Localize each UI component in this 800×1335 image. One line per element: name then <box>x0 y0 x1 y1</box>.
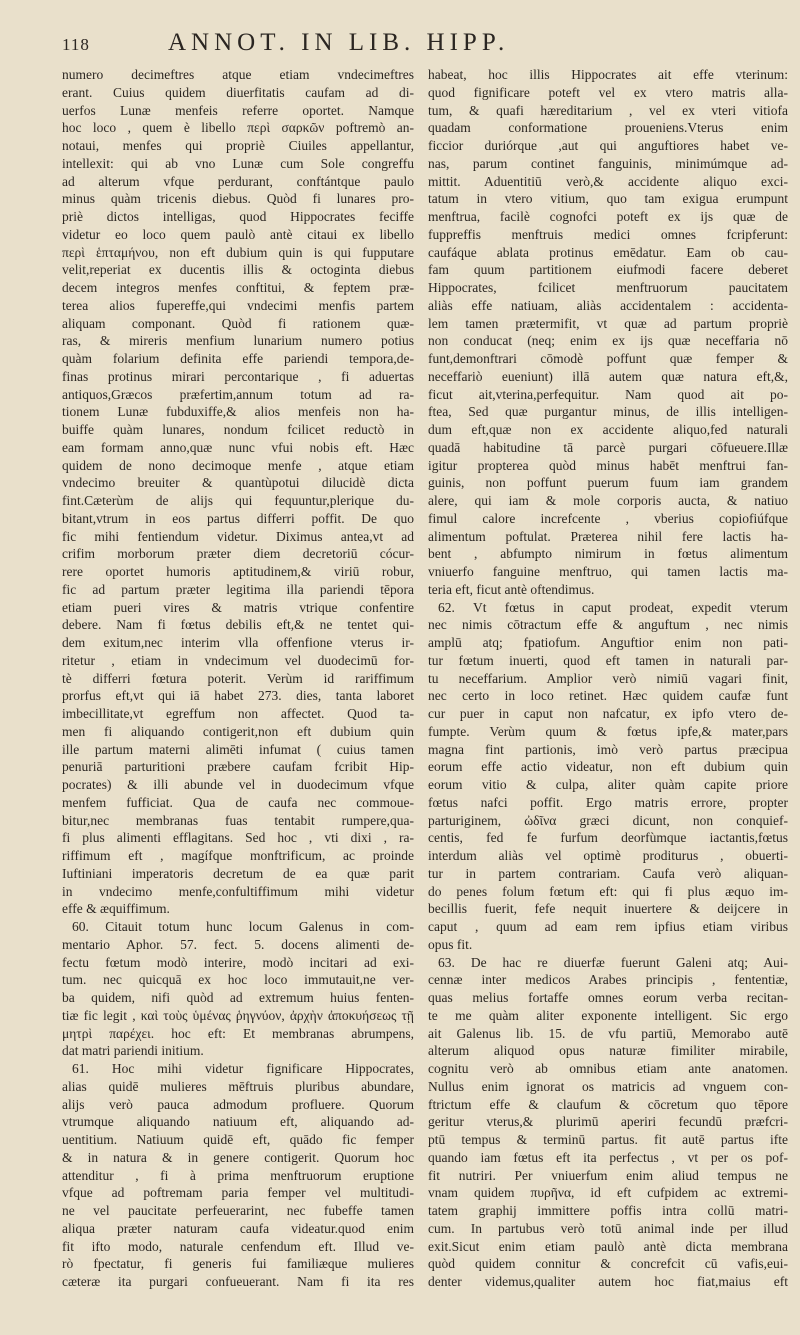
text-line: habeat, hoc illis Hippocrates ait effe vterinum: <box>428 67 788 82</box>
text-line: velit,reperiat ex ducentis illis & octoginta diebus <box>62 262 414 278</box>
text-line: & in natura & in genere contigerit. Quorum hoc <box>62 1149 414 1165</box>
text-line: vnam quidem πυρῆνα, id eft cufpidem ac extremi- <box>428 1185 788 1201</box>
text-line: quàm folarium definita effe pariendi tempora,de- <box>62 351 414 366</box>
text-line: fectu fœtum modò interire, modò incitari ad exi- <box>62 954 414 970</box>
text-line: men fi aliquando contigerit,non eft dubium quin <box>62 723 414 739</box>
text-line: effe & æquiffimum. <box>62 901 170 917</box>
text-line: te me quàm aliter exponente intelligent. Sic ergo <box>428 1007 788 1023</box>
text-line: alimentum poftulat. Præterea nihil fere lactis ha- <box>428 528 788 544</box>
text-line: μητρὶ παρέχει. hoc eft: Et membranas abrumpens, <box>62 1025 414 1041</box>
text-line: funt,demonftrari cōmodè poffunt quæ femper & <box>428 351 788 366</box>
text-line: fimul calore increfcente , vberius copiofiúfque <box>428 510 788 526</box>
text-line: cum. In partubus verò totū animal inde per illud <box>428 1220 788 1236</box>
text-line: quadam conformatione proueniens.Vterus enim <box>428 120 788 136</box>
text-line: numero decimeftres atque etiam vndecimeftres <box>62 67 414 82</box>
text-line: ait Galenus lib. 15. de vfu partiū, Memorabo autē <box>428 1025 788 1041</box>
text-line: exit.Sicut enim etiam paulò antè dicta membrana <box>428 1238 788 1254</box>
text-line: alijs verò pauca admodum profluere. Quorum <box>62 1096 414 1112</box>
text-line: tu neceffarium. Amplior verò nimiū vagari finit, <box>428 670 788 686</box>
text-line: quidem de nono decimoque menfe , atque etiam <box>62 457 414 473</box>
text-line: centis, fed fe furfum deorfùmque iactantis,fœtus <box>428 830 788 846</box>
text-line: denter videmus,qualiter autem hoc fiat,maius eft <box>428 1274 788 1289</box>
text-line: geritur vterus,& plurimū aperiri fecundū præfcri- <box>428 1114 788 1130</box>
text-line: hoc loco , quem è libello περὶ σαρκῶν poftremò an- <box>62 120 414 136</box>
text-line: nec certo in loco retinet. Hæc quidem caufæ funt <box>428 688 788 704</box>
text-line: aliàs effe natiuam, aliàs accidentalem : accidenta- <box>428 297 788 313</box>
text-line: fic mihi fentiendum videtur. Diximus antea,vt ad <box>62 528 414 544</box>
text-line: tatem graphij immittere poffis intra collū matri- <box>428 1203 788 1218</box>
text-line: becillis fuerit, fefe nequit inuertere & deijcere in <box>428 901 788 917</box>
text-line: notaui, menfes qui propriè Ciuiles appellantur, <box>62 138 414 153</box>
text-line: nec nimis cōtractum effe & anguftum , nec nimis <box>428 617 788 633</box>
text-line: vfque ad poftremam paria femper vel multitudi- <box>62 1185 414 1201</box>
text-line: ftrictum effe & claufum & cōcretum quo tēpore <box>428 1096 788 1112</box>
text-line: in vndecimo menfe,confultiffimum mihi videtur <box>62 883 414 899</box>
text-line: attenditur , fi à prima menftruorum eruptione <box>62 1167 414 1183</box>
text-line: vndecimo breuiter & quantùpotui dilucidè dicta <box>62 475 414 491</box>
text-line: non conducat (neq; enim ex ijs quæ neceffaria nō <box>428 333 788 349</box>
text-line: Nullus enim ignorat os matricis ad vnguem con- <box>428 1078 788 1094</box>
text-line: tur in partem contrariam. Caufa verò aliquan- <box>428 865 788 881</box>
text-line: penuriā parturitioni præbere caufam fcribit Hip- <box>62 759 414 775</box>
text-line: fint.Cæterùm de alijs qui fequuntur,plerique du- <box>62 493 414 508</box>
text-line: quod fignificare poteft vel ex vtero matris alla- <box>428 84 788 100</box>
text-line: ptū tempus & terminū partus. fit autē partus ifte <box>428 1132 788 1147</box>
text-line: ficcior duriórque ,aut qui anguftiores habet ve- <box>428 138 788 153</box>
text-line: alias quidē mulieres mēftruis pluribus abundare, <box>62 1078 414 1094</box>
text-line: rò fpectatur, fi generis fui familiæque mulieres <box>62 1256 414 1272</box>
text-line: parturiginem, ὠδῖνα græci dicunt, non conquief- <box>428 812 788 828</box>
text-line: cur puer in caput non nafcatur, ex ipfo vtero de- <box>428 706 788 721</box>
text-line: 61. Hoc mihi videtur fignificare Hippocrates, <box>72 1061 414 1076</box>
page-number: 118 <box>62 35 90 54</box>
text-line: aliqua præter naturam caufa videatur.quod enim <box>62 1220 414 1236</box>
text-line: fam quum partitionem eiufmodi facere deberet <box>428 262 788 278</box>
text-line: bitant,vtrum in eos partus differri poffit. De quo <box>62 510 414 526</box>
text-line: opus fit. <box>428 936 473 952</box>
text-line: aliquam componant. Quòd fi rationem quæ- <box>62 315 414 331</box>
text-line: Iuftiniani imperatoris decretum de ea quæ parit <box>62 865 414 881</box>
text-line: terea alios fupereffe,qui vndecimi menfis partem <box>62 297 414 313</box>
text-line: videtur eo loco quem paulò antè citaui ex libello <box>62 226 414 242</box>
text-line: tè differri fœtura poterit. Verùm id rariffimum <box>62 670 414 686</box>
text-line: alterum aliquod opus naturæ fimiliter mirabile, <box>428 1043 788 1059</box>
right-column <box>428 66 788 1291</box>
text-line: tionem Lunæ fubduxiffe,& alios menfeis non ha- <box>62 404 414 420</box>
text-line: uerfos Lunæ menfeis referre oportet. Namque <box>62 102 414 118</box>
text-line: Hippocrates, fcilicet menftruorum paucitatem <box>428 280 788 295</box>
text-line: uentitium. Natiuum quidē eft, quādo fic femper <box>62 1132 414 1147</box>
text-line: fumpte. Verùm quum & fœtus ipfe,& mater,pars <box>428 723 788 739</box>
text-line: ad alterum vfque perdurant, conftántque paulo <box>62 173 414 189</box>
running-title: ANNOT. IN LIB. HIPP. <box>168 29 510 56</box>
text-line: teria eft, ficut antè oftendimus. <box>428 581 595 597</box>
text-line: pocrates) & illi abunde vel in duodecimum vfque <box>62 777 414 792</box>
text-line: etiam pueri vires & matris vtrique confentire <box>62 599 414 615</box>
text-line: vtrumque aliquando natiuum eft, aliquando ad- <box>62 1114 414 1130</box>
text-line: 63. De hac re diuerfæ fuerunt Galeni atq; Aui- <box>438 954 788 970</box>
text-line: fit ifto modo, naturale cenfendum eft. Illud ve- <box>62 1238 414 1254</box>
text-line: imbecillitate,vt egreffum non affectet. Quod ta- <box>62 706 414 721</box>
text-line: interdum aliàs vel optimè proditurus , obuerti- <box>428 848 788 863</box>
text-line: mittit. Aduentitiū verò,& accidente aliquo exci- <box>428 173 788 189</box>
text-line: magna fint partionis, imò verò partus præcipua <box>428 741 788 757</box>
text-line: ne vel paucitate perfeuerarint, nec fubeffe tamen <box>62 1203 414 1218</box>
text-line: fit nutriri. Per vniuerfum enim aliud tempus ne <box>428 1167 788 1183</box>
text-line: menftrua, facilè cognofci poteft ex ijs quæ de <box>428 209 788 224</box>
text-line: ftea, Sed quæ purgantur minus, de illis intelligen- <box>428 404 788 420</box>
text-line: caufáque ablata protinus emēdatur. Eam ob cau- <box>428 244 788 260</box>
text-line: nas, parum continet fanguinis, minimúmque ad- <box>428 155 788 171</box>
text-line: ritetur , etiam in vndecimum vel duodecimū for- <box>62 652 414 668</box>
text-line: fi plus alimenti efflagitans. Sed hoc , vti dixi , ra- <box>62 830 414 846</box>
text-line: igitur propterea quòd minus habēt menftrui fan- <box>428 457 788 473</box>
text-line: caput , quum ad eam rem ipfius etiam viribus <box>428 919 788 934</box>
text-line: quas melius fortaffe omnes eorum verba recitan- <box>428 990 788 1005</box>
text-line: antiquos,Græcos præfertim,annum totum ad ra- <box>62 386 414 402</box>
text-line: do penes folum fœtum eft: qui fi plus æquo im- <box>428 883 788 899</box>
text-line: erant. Cuius quidem diuerfitatis caufam ad di- <box>62 84 414 100</box>
text-line: cognitu verò ab omnibus etiam ante anatomen. <box>428 1061 788 1076</box>
text-line: dum eft,quæ non ex accidente aliquo,fed naturali <box>428 422 788 437</box>
text-line: ficut ait,vterina,perfequitur. Nam quod ait po- <box>428 386 788 402</box>
text-line: tur fœtum inuerti, quod eft tamen in naturali par- <box>428 652 788 668</box>
text-line: quadā habitudine tā parcè purgari cōfueuere.Illæ <box>428 439 788 455</box>
text-line: ba quidem, nifi quòd ad extremum huius fenten- <box>62 990 414 1005</box>
text-line: crifim morborum præter diem decretoriū cócur- <box>62 546 414 562</box>
text-line: intellexit: qui ab vno Lunæ cum Sole congreffu <box>62 155 414 171</box>
text-line: minus quàm tricenis diebus. Quòd fi lunares pro- <box>62 191 414 207</box>
text-line: menfem fufficiat. Qua de caufa nec commoue- <box>62 794 414 810</box>
text-line: debere. Nam fi fœtus debilis eft,& ne tentet qui- <box>62 617 414 633</box>
text-line: dem exitum,nec interim vlla offenfione vterus ir- <box>62 635 414 650</box>
text-line: mentario Aphor. 57. fect. 5. docens alimenti de- <box>62 936 414 952</box>
text-line: ras, & mireris menfium lunarium numero potius <box>62 333 414 349</box>
text-line: finas protinus mirari percontarique , fi aduertas <box>62 368 414 384</box>
text-line: περὶ ἑπταμήνου, non eft dubium quin is qui fupputare <box>62 244 414 260</box>
text-line: decem integros menfes conftitui, & feptem præ- <box>62 280 414 295</box>
text-line: eorum effe actio videatur, non eft dubium quin <box>428 759 788 775</box>
text-line: quòd quidem connitur & concrefcit cū vafis,eui- <box>428 1256 788 1272</box>
text-line: lem tamen prætermifit, vt quæ ad partum propriè <box>428 315 788 331</box>
text-line: 62. Vt fœtus in caput prodeat, expedit vterum <box>438 599 788 615</box>
text-line: rere oportet humoris aptitudinem,& viriū robur, <box>62 564 414 579</box>
text-line: buiffe quàm lunares, nondum fcilicet reductò in <box>62 422 414 437</box>
text-line: tum, & quafi hæreditarium , vel ex vteri vitiofa <box>428 102 788 118</box>
text-line: neceffariò eueniunt) illā autem quæ natura eft,&, <box>428 368 788 384</box>
text-line: riffimum eft , magífque monftrificum, ac proinde <box>62 848 414 863</box>
text-line: amplū atq; fpatiofum. Anguftior enim non pati- <box>428 635 788 650</box>
text-line: bent , abfumpto nimirum in fœtus alimentum <box>428 546 788 562</box>
text-line: tiæ fic legit , καὶ τοὺς ὑμένας ῥηγνύον, ἀρχὴν ἀποκυήσεως τῇ <box>62 1007 414 1023</box>
text-line: cennæ inter medicos Arabes principis , fententiæ, <box>428 972 788 988</box>
text-line: quando iam fœtus eft ita perfectus , vt per os pof- <box>428 1149 788 1165</box>
text-line: ille partum materni alimēti infumat ( cuius tamen <box>62 741 414 757</box>
text-line: eam formam anno,quæ nunc vfui nobis eft. Hæc <box>62 439 414 455</box>
text-line: priè dictos intelligas, quod Hippocrates feciffe <box>62 209 414 224</box>
text-line: tum. nec quicquā ex hoc loco immutauit,ne ver- <box>62 972 414 988</box>
text-line: prorfus eft,vt qui iā habet 273. dies, tanta laboret <box>62 688 414 704</box>
text-line: guinis, non poffunt puerum fuum iam grandem <box>428 475 788 491</box>
text-line: vniuerfo fanguine menftruo, qui tamen lactis ma- <box>428 564 788 579</box>
text-line: eorum vitio & culpa, aliter quàm capite priore <box>428 777 788 792</box>
text-line: 60. Citauit totum hunc locum Galenus in com- <box>72 919 414 934</box>
text-line: cæteræ ita purgari confueuerant. Nam fi ita res <box>62 1274 414 1289</box>
text-line: fuppreffis menftruis medici omnes fcripferunt: <box>428 226 788 242</box>
text-line: bitur,nec membranas fuas tentabit rumpere,qua- <box>62 812 414 828</box>
text-line: fœtus nafci poffit. Ergo matris errore, propter <box>428 794 788 810</box>
text-line: alere, qui iam & mole corporis aucta, & natiuo <box>428 493 788 508</box>
text-line: dat matri pariendi initium. <box>62 1043 204 1059</box>
left-column <box>62 66 414 1291</box>
text-line: tatum in vtero vitium, quo tam exigua erumpunt <box>428 191 788 207</box>
text-line: fic ad partum præter legitima illa pariendi tēpora <box>62 581 414 597</box>
